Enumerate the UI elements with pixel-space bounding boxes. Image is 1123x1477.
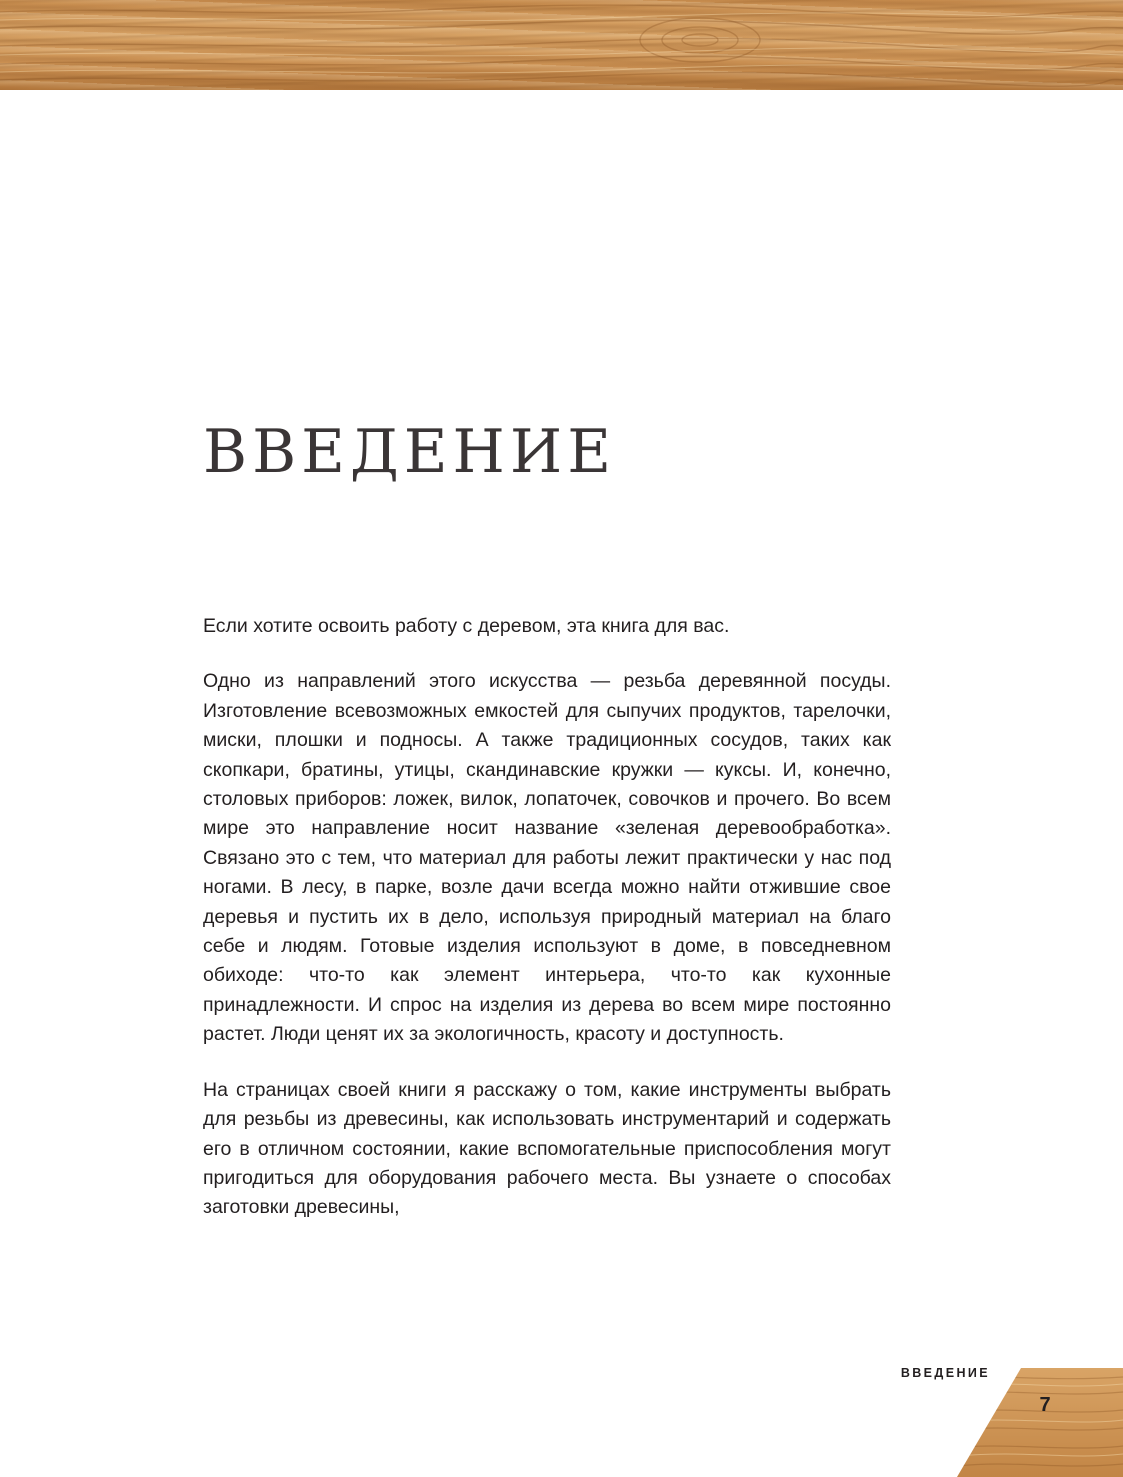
paragraph-green-woodworking: Одно из направлений этого искусства — резьба деревянной посуды. Изготовление всевозможных емкостей для сыпучих продуктов, тарелочки, миски, плошки и подносы. А также традиционных сосудов, таких как скопкари, братины, утицы, скандинавские кружки — куксы. И, конечно, столовых приборов: ложек, вилок, лопаточек, совочков и прочего. Во всем мире это направление носит название «зеленая деревообработка». Связано это с тем, что материал для работы лежит практически у нас под ногами. В лесу, в парке, возле дачи всегда можно найти отжившие свое деревья и пустить их в дело, используя природный материал на благо себе и людям. Готовые изделия используют в доме, в повседневном обиходе: что-то как элемент интерьера, что-то как кухонные принадлежности. И спрос на изделия из дерева во всем мире постоянно растет. Люди ценят их за экологичность, красоту и доступность. bbox=[203, 670, 891, 1046]
page-number: 7 bbox=[1039, 1394, 1051, 1416]
paragraph-book-contents: На страницах своей книги я расскажу о том, какие инструменты выбрать для резьбы из древесины, как использовать инструментарий и содержать его в отличном состоянии, какие вспомогательные приспособления могут пригодиться для оборудования рабочего места. Вы узнаете о способах заготовки древесины, bbox=[203, 1078, 891, 1219]
woodgrain-texture bbox=[0, 0, 1123, 90]
corner-woodgrain-tab bbox=[957, 1368, 1123, 1477]
header-woodgrain-band bbox=[0, 0, 1123, 90]
paragraph-intro: Если хотите освоить работу с деревом, эта книга для вас. bbox=[203, 615, 730, 637]
body-text bbox=[203, 612, 891, 1249]
page-title: ВВЕДЕНИЕ bbox=[203, 417, 617, 487]
running-footer-section: ВВЕДЕНИЕ bbox=[900, 1366, 990, 1380]
